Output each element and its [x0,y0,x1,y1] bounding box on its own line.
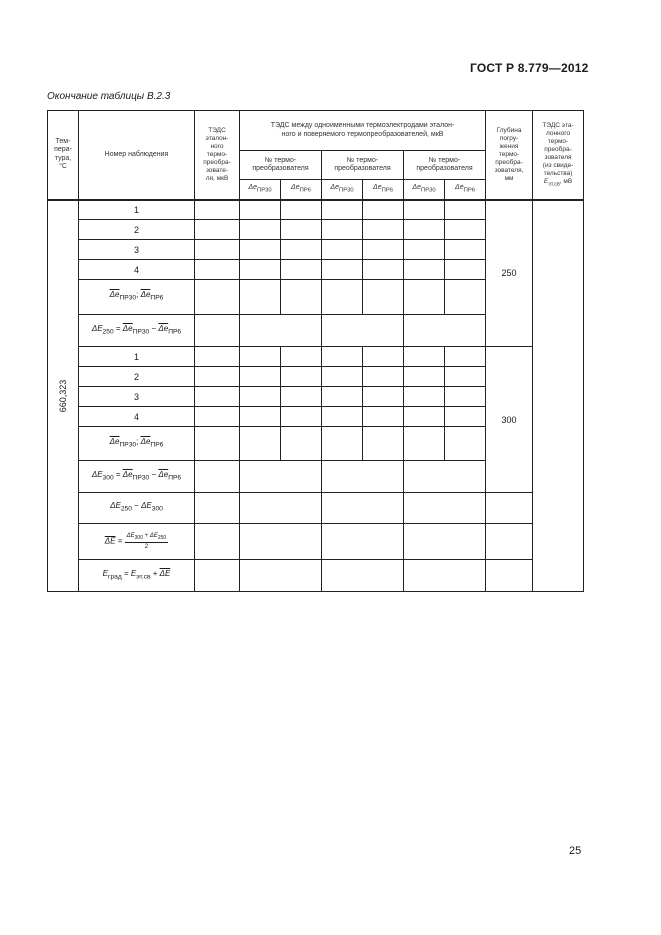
header-de-pr30: $\Delta e_{ПР30}$ [322,180,363,200]
formula-delta-mean: $\overline{\Delta E}$ = $\frac{\Delta E_{300} + \Delta E_{250}}{2}$ [79,524,195,560]
observation-number: 3 [79,387,195,407]
formula-mean-values: $\overline{\Delta e}_{ПР30}$; $\overline{\Delta e}_{ПР6}$ [79,280,195,315]
document-code: ГОСТ Р 8.779—2012 [470,61,589,75]
header-depth: Глубина погру- жения термо- преобра- зователя, мм [486,111,533,200]
header-de-pr30: $\Delta e_{ПР30}$ [240,180,281,200]
header-group-emf: ТЭДС между одноименными термоэлектродами эталон- ного и поверяемого термопреобразователей, мкВ [240,111,486,151]
header-converter-1: № термо- преобразователя [240,151,322,180]
observation-number: 2 [79,367,195,387]
header-de-pr6: $\Delta e_{ПР6}$ [363,180,404,200]
observation-number: 2 [79,220,195,240]
observation-number: 4 [79,407,195,427]
header-de-pr30: $\Delta e_{ПР30}$ [404,180,445,200]
observation-number: 4 [79,260,195,280]
header-converter-2: № термо- преобразователя [322,151,404,180]
formula-delta-difference: $\Delta E_{250} - \Delta E_{300}$ [79,493,195,524]
formula-delta-e-300: $\Delta E_{300} = \overline{\Delta e}_{ПР30} - \overline{\Delta e}_{ПР6}$ [79,461,195,493]
header-certificate-emf: ТЭДС эта- лонного термо- преобра- зователя (из свиде- тельства) $E_{эт.св}$, мВ [533,111,584,200]
header-converter-3: № термо- преобразователя [404,151,486,180]
header-de-pr6: $\Delta e_{ПР6}$ [445,180,486,200]
formula-delta-e-250: $\Delta E_{250} = \overline{\Delta e}_{ПР30} - \overline{\Delta e}_{ПР6}$ [79,315,195,347]
header-observation: Номер наблюдения [79,111,195,200]
header-temperature: Тем- пера- тура, °С [48,111,79,200]
observation-number: 1 [79,200,195,220]
certificate-emf-cell [533,200,584,592]
temperature-value: 660,323 [58,379,68,413]
formula-e-grad: $E_{град} = E_{эт.св} + \overline{\Delta E}$ [79,560,195,592]
observation-number: 1 [79,347,195,367]
header-reference-emf: ТЭДС эталон- ного термо- преобра- зовате- ля, мкВ [195,111,240,200]
formula-mean-values: $\overline{\Delta e}_{ПР30}$; $\overline{\Delta e}_{ПР6}$ [79,427,195,461]
observation-number: 3 [79,240,195,260]
data-table [47,110,584,592]
depth-value: 300 [486,347,533,493]
table-caption: Окончание таблицы В.2.3 [47,91,171,102]
header-de-pr6: $\Delta e_{ПР6}$ [281,180,322,200]
temperature-cell [48,200,79,592]
page-number: 25 [569,845,582,857]
depth-value: 250 [486,200,533,347]
